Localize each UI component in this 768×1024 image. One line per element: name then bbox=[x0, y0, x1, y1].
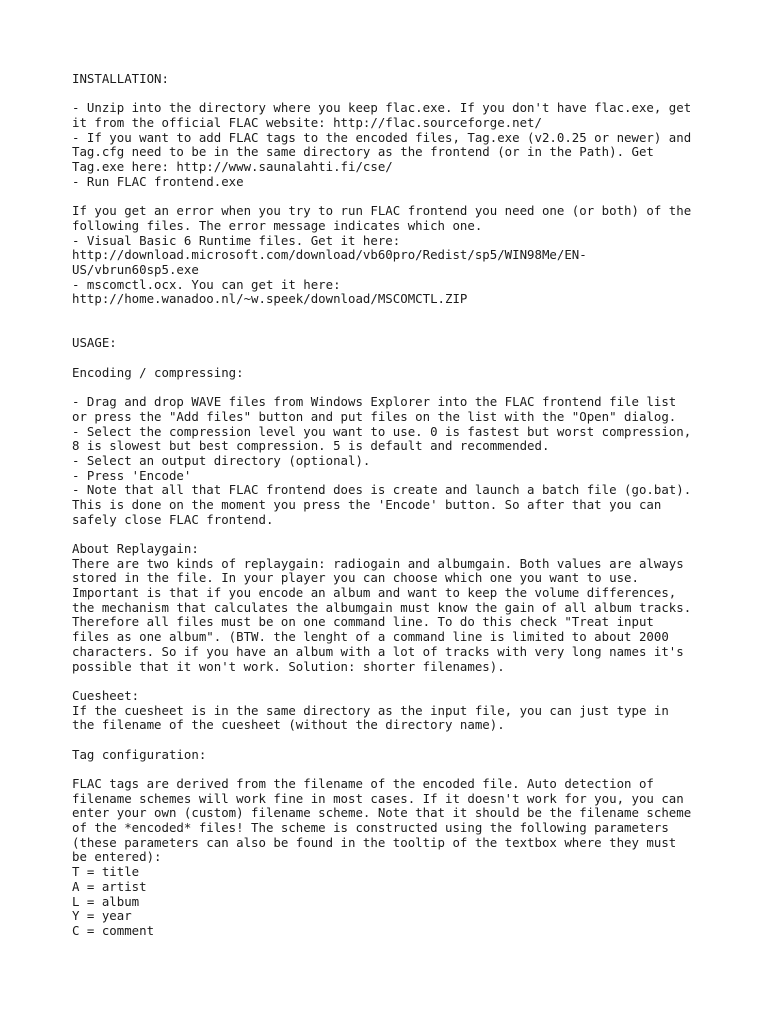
text-line: US/vbrun60sp5.exe bbox=[72, 261, 199, 277]
text-line: (these parameters can also be found in the tooltip of the textbox where they must bbox=[72, 834, 677, 850]
text-line: files as one album". (BTW. the lenght of a command line is limited to about 2000 bbox=[72, 629, 669, 645]
text-line: If you get an error when you try to run FLAC frontend you need one (or both) of the bbox=[72, 203, 692, 219]
text-line: it from the official FLAC website: http://flac.sourceforge.net/ bbox=[72, 115, 542, 131]
text-line: C = comment bbox=[72, 922, 155, 938]
document-body bbox=[72, 72, 722, 939]
text-line: Y = year bbox=[72, 908, 132, 924]
blank-line bbox=[72, 674, 722, 689]
text-line: T = title bbox=[72, 864, 140, 880]
text-line: 8 is slowest but best compression. 5 is default and recommended. bbox=[72, 438, 550, 454]
text-line: This is done on the moment you press the 'Encode' button. So after that you can bbox=[72, 496, 662, 512]
blank-line bbox=[72, 380, 722, 395]
text-line: USAGE: bbox=[72, 335, 117, 351]
text-line: Therefore all files must be on one command line. To do this check "Treat input bbox=[72, 614, 654, 630]
blank-line bbox=[72, 527, 722, 542]
text-line: following files. The error message indicates which one. bbox=[72, 217, 483, 233]
text-line: http://download.microsoft.com/download/vb60pro/Redist/sp5/WIN98Me/EN- bbox=[72, 247, 587, 263]
text-line: - Drag and drop WAVE files from Windows Explorer into the FLAC frontend file list bbox=[72, 394, 677, 410]
text-line: - Select an output directory (optional). bbox=[72, 452, 371, 468]
text-line: - Press 'Encode' bbox=[72, 467, 192, 483]
blank-line bbox=[72, 762, 722, 777]
text-line: be entered): bbox=[72, 849, 162, 865]
blank-line bbox=[72, 733, 722, 748]
text-line: INSTALLATION: bbox=[72, 71, 169, 86]
text-line: or press the "Add files" button and put files on the list with the "Open" dialog. bbox=[72, 408, 677, 424]
text-line: http://home.wanadoo.nl/~w.speek/download/MSCOMCTL.ZIP bbox=[72, 291, 468, 307]
text-line: Tag configuration: bbox=[72, 746, 207, 762]
blank-line bbox=[72, 322, 722, 337]
text-line: filename schemes will work fine in most cases. If it doesn't work for you, you can bbox=[72, 790, 684, 806]
blank-line bbox=[72, 190, 722, 205]
text-line: Tag.exe here: http://www.saunalahti.fi/cse/ bbox=[72, 159, 393, 175]
text-line: - Select the compression level you want to use. 0 is fastest but worst compression, bbox=[72, 423, 692, 439]
text-line: - If you want to add FLAC tags to the encoded files, Tag.exe (v2.0.25 or newer) and bbox=[72, 129, 692, 145]
text-line: possible that it won't work. Solution: shorter filenames). bbox=[72, 658, 505, 674]
text-line: - Run FLAC frontend.exe bbox=[72, 173, 244, 189]
text-line: of the *encoded* files! The scheme is constructed using the following parameters bbox=[72, 820, 669, 836]
text-line: There are two kinds of replaygain: radiogain and albumgain. Both values are always bbox=[72, 555, 684, 571]
blank-line bbox=[72, 87, 722, 102]
text-line: Encoding / compressing: bbox=[72, 364, 244, 380]
text-line: A = artist bbox=[72, 878, 147, 894]
text-line: the filename of the cuesheet (without the directory name). bbox=[72, 717, 505, 733]
text-line: safely close FLAC frontend. bbox=[72, 511, 274, 527]
text-line: FLAC tags are derived from the filename of the encoded file. Auto detection of bbox=[72, 776, 654, 791]
text-line: - mscomctl.ocx. You can get it here: bbox=[72, 276, 341, 292]
text-line: the mechanism that calculates the albumgain must know the gain of all album tracks. bbox=[72, 599, 692, 615]
text-line: Important is that if you encode an album and want to keep the volume differences, bbox=[72, 585, 677, 601]
text-line: Cuesheet: bbox=[72, 687, 140, 703]
text-line: enter your own (custom) filename scheme. Note that it should be the filename scheme bbox=[72, 805, 692, 821]
text-line: characters. So if you have an album with a lot of tracks with very long names it's bbox=[72, 643, 684, 659]
text-line: L = album bbox=[72, 893, 140, 909]
text-line: Tag.cfg need to be in the same directory as the frontend (or in the Path). Get bbox=[72, 144, 654, 160]
text-line: About Replaygain: bbox=[72, 541, 199, 556]
text-line: - Visual Basic 6 Runtime files. Get it here: bbox=[72, 232, 401, 248]
blank-line bbox=[72, 351, 722, 366]
text-line: stored in the file. In your player you can choose which one you want to use. bbox=[72, 570, 639, 586]
blank-line bbox=[72, 307, 722, 322]
text-line: If the cuesheet is in the same directory as the input file, you can just type in bbox=[72, 702, 669, 718]
text-line: - Note that all that FLAC frontend does is create and launch a batch file (go.bat). bbox=[72, 482, 692, 498]
text-line: - Unzip into the directory where you keep flac.exe. If you don't have flac.exe, get bbox=[72, 100, 692, 116]
